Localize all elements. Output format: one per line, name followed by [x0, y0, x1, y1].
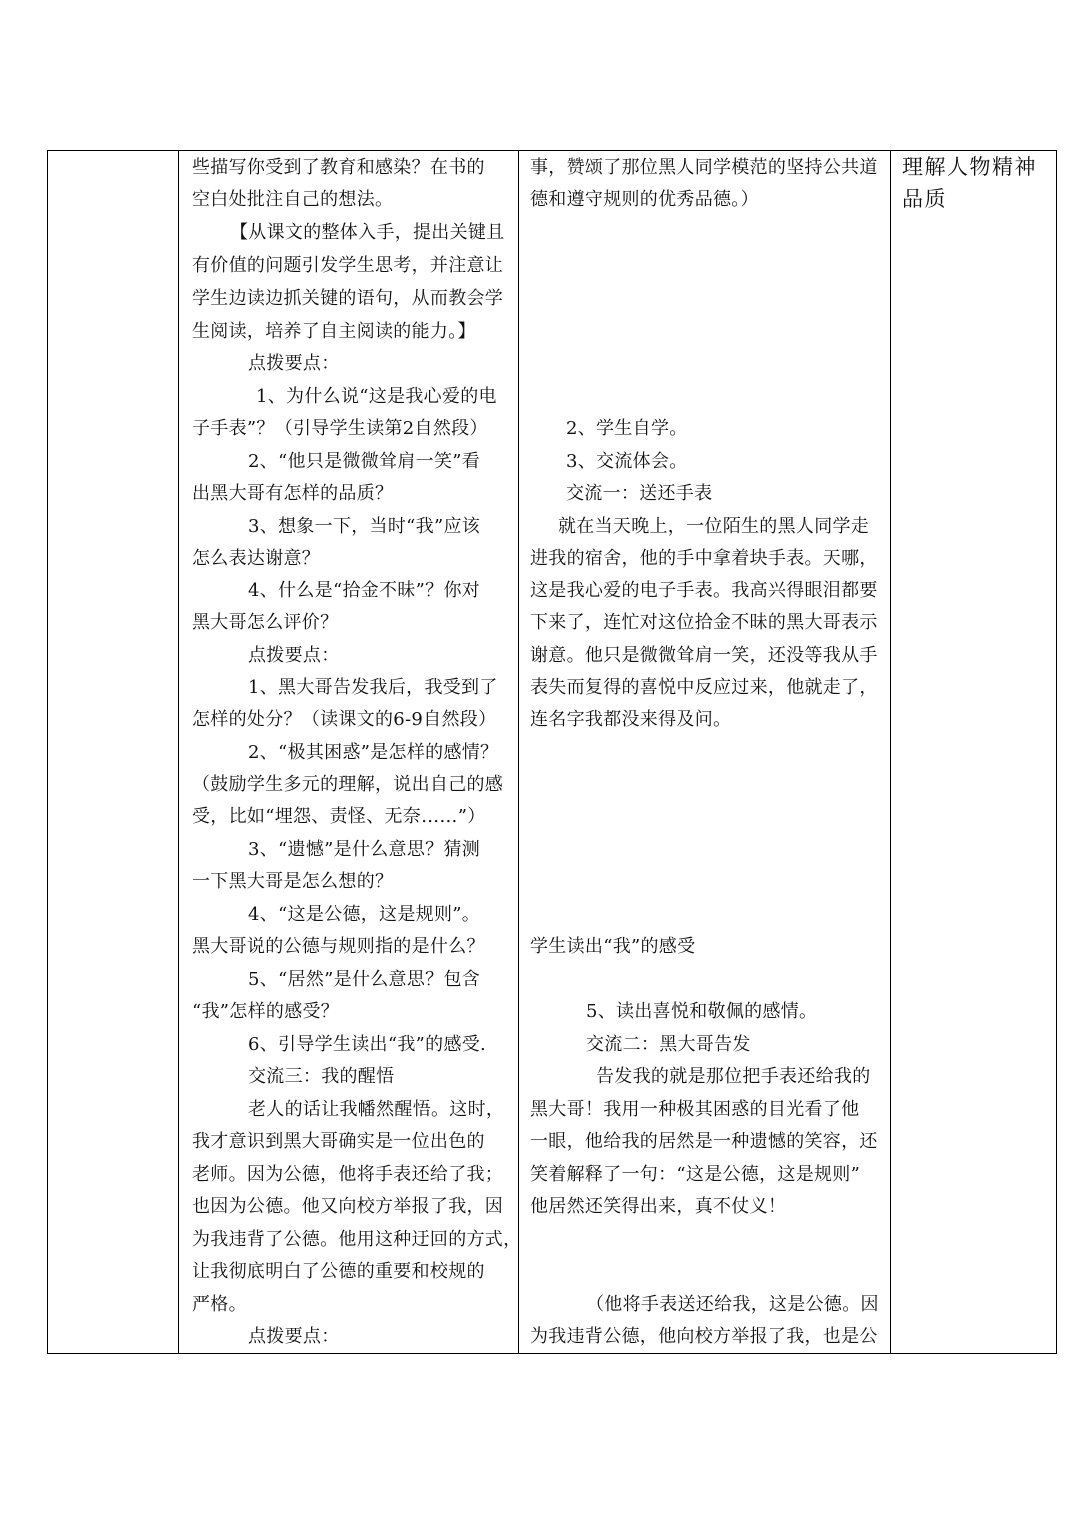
text-line: “我”怎样的感受？ [192, 1001, 340, 1022]
text-line: （他将手表送还给我，这是公德。因 [586, 1294, 879, 1315]
text-line: 2、学生自学。 [566, 418, 688, 439]
text-line: 3、交流体会。 [566, 451, 688, 472]
text-line: 学生读出“我”的感受 [530, 936, 696, 957]
text-line: 严格。 [192, 1294, 247, 1315]
text-line: 3、想象一下，当时“我”应该 [248, 516, 481, 537]
text-line: 6、引导学生读出“我”的感受. [248, 1034, 487, 1055]
text-line: 出黑大哥有怎样的品质？ [192, 483, 394, 504]
text-line: 2、“极其困惑”是怎样的感情？ [248, 742, 499, 763]
text-line: 黑大哥说的公德与规则指的是什么？ [192, 936, 485, 957]
text-line: 点拨要点： [248, 645, 340, 666]
text-line: 一眼，他给我的居然是一种遗憾的笑容，还 [530, 1131, 878, 1152]
text-line: 谢意。他只是微微耸肩一笑，还没等我从手 [530, 645, 878, 666]
text-line: 黑大哥怎么评价？ [192, 612, 339, 633]
text-line: （鼓励学生多元的理解，说出自己的感 [192, 774, 504, 795]
text-line: 事，赞颂了那位黑人同学模范的坚持公共道 [530, 157, 878, 178]
text-line: 进我的宿舍，他的手中拿着块手表。天哪， [530, 548, 878, 569]
text-line: 交流一：送还手表 [566, 483, 713, 504]
text-line: 让我彻底明白了公德的重要和校规的 [192, 1261, 485, 1282]
text-line: 为我违背了公德。他用这种迂回的方式， [192, 1229, 522, 1250]
text-line: 下来了，连忙对这位拾金不昧的黑大哥表示 [530, 612, 878, 633]
text-line: 理解人物精神 [902, 155, 1037, 179]
text-line: 就在当天晚上，一位陌生的黑人同学走 [558, 516, 870, 537]
text-line: 些描写你受到了教育和感染？在书的 [192, 157, 485, 178]
text-line: 受，比如“埋怨、责怪、无奈……”） [192, 806, 486, 827]
text-line: 4、“这是公德，这是规则”。 [248, 904, 481, 925]
column-divider [518, 151, 519, 1353]
text-line: 点拨要点： [248, 1326, 340, 1347]
text-line: 交流三：我的醒悟 [248, 1066, 395, 1087]
text-line: 1、为什么说“这是我心爱的电 [256, 386, 497, 407]
text-line: 3、“遗憾”是什么意思？猜测 [248, 839, 481, 860]
text-line: 5、“居然”是什么意思？包含 [248, 969, 481, 990]
text-line: 也因为公德。他又向校方举报了我，因 [192, 1196, 504, 1217]
text-line: 5、读出喜悦和敬佩的感情。 [586, 1001, 818, 1022]
column-divider [178, 151, 179, 1353]
text-line: 德和遵守规则的优秀品德。） [530, 189, 759, 210]
text-line: 表失而复得的喜悦中反应过来，他就走了， [530, 677, 878, 698]
column-divider [890, 151, 891, 1353]
text-line: 怎样的处分？（读课文的6-9自然段） [192, 709, 497, 730]
text-line: 黑大哥！我用一种极其困惑的目光看了他 [530, 1099, 860, 1120]
text-line: 1、黑大哥告发我后，我受到了 [248, 677, 498, 698]
text-line: 有价值的问题引发学生思考，并注意让 [192, 255, 504, 276]
text-line: 交流二：黑大哥告发 [586, 1034, 751, 1055]
text-line: 笑着解释了一句：“这是公德，这是规则” [530, 1164, 861, 1185]
text-line: 一下黑大哥是怎么想的？ [192, 871, 394, 892]
text-line: 子手表”？（引导学生读第2自然段） [192, 418, 488, 439]
lesson-table [47, 150, 1057, 1354]
text-line: 他居然还笑得出来，真不仗义！ [530, 1196, 787, 1217]
text-line: 老师。因为公德，他将手表还给了我； [192, 1164, 504, 1185]
text-line: 告发我的就是那位把手表还给我的 [596, 1066, 871, 1087]
text-line: 4、什么是“拾金不昧”？你对 [248, 580, 481, 601]
text-line: 怎么表达谢意？ [192, 548, 321, 569]
text-line: 生阅读，培养了自主阅读的能力。】 [192, 321, 476, 342]
text-line: 为我违背公德，他向校方举报了我，也是公 [530, 1326, 878, 1347]
text-line: 我才意识到黑大哥确实是一位出色的 [192, 1131, 485, 1152]
text-line: 这是我心爱的电子手表。我高兴得眼泪都要 [530, 580, 878, 601]
text-line: 连名字我都没来得及问。 [530, 709, 732, 730]
text-line: 点拨要点： [248, 353, 340, 374]
text-line: 品质 [902, 187, 947, 211]
text-line: 【从课文的整体入手，提出关键且 [230, 222, 505, 243]
text-line: 2、“他只是微微耸肩一笑”看 [248, 451, 481, 472]
text-line: 学生边读边抓关键的语句，从而教会学 [192, 288, 504, 309]
text-line: 老人的话让我幡然醒悟。这时， [248, 1099, 505, 1120]
text-line: 空白处批注自己的想法。 [192, 189, 394, 210]
